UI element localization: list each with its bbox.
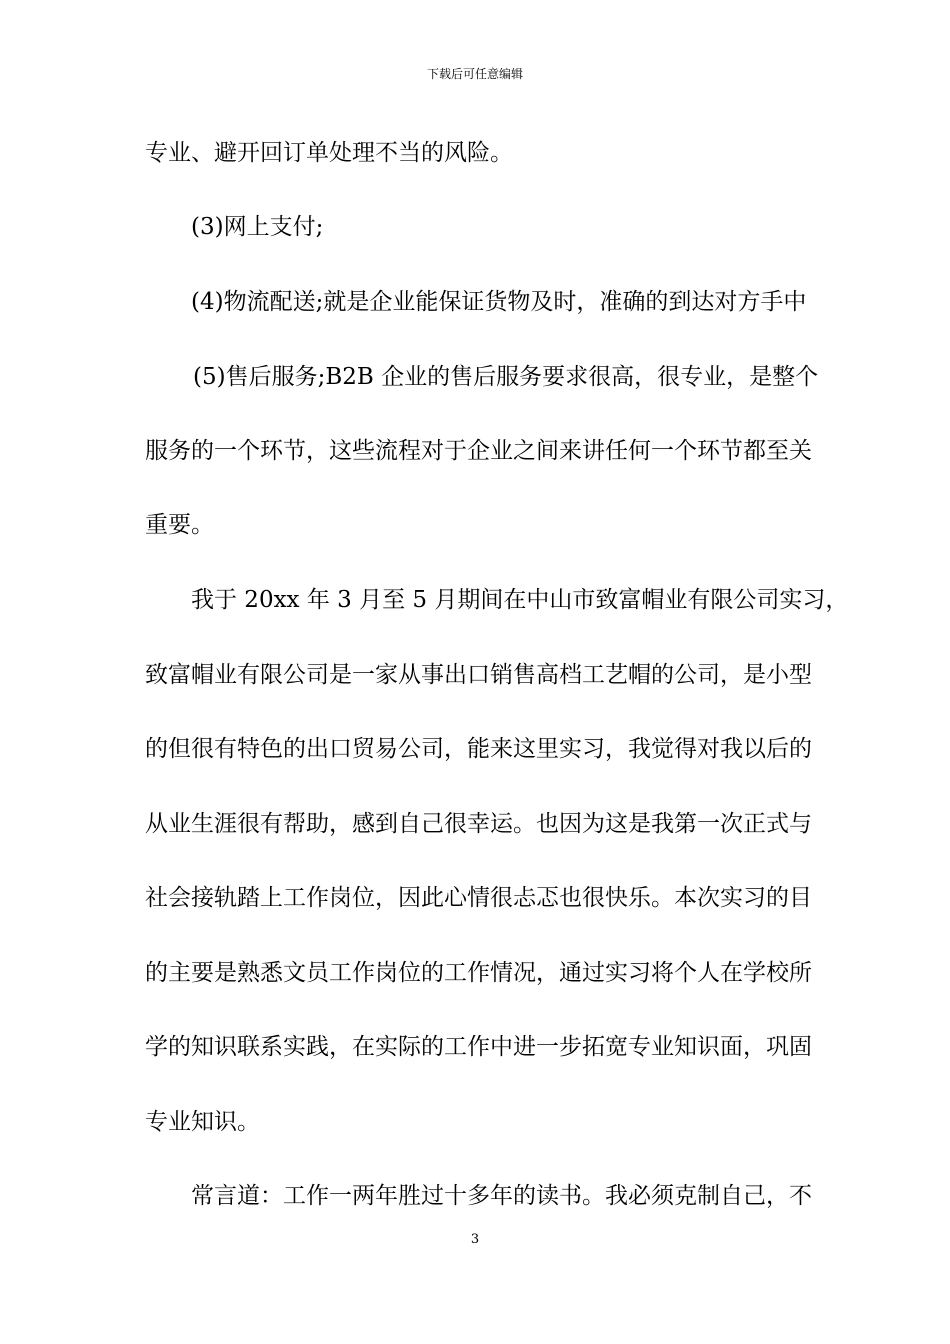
page-number: 3	[470, 1232, 480, 1247]
text-line: 我于 20xx 年 3 月至 5 月期间在中山市致富帽业有限公司实习，	[191, 587, 849, 613]
text-line: 重要。	[145, 512, 214, 538]
text-line: 专业知识。	[145, 1109, 260, 1135]
text-line: 的但很有特色的出口贸易公司，能来这里实习，我觉得对我以后的	[145, 736, 812, 762]
text-line: (4)物流配送;就是企业能保证货物及时，准确的到达对方手中	[191, 289, 807, 315]
text-line: 学的知识联系实践，在实际的工作中进一步拓宽专业知识面，巩固	[145, 1034, 812, 1060]
text-line: 常言道：工作一两年胜过十多年的读书。我必须克制自己，不	[191, 1183, 812, 1209]
text-line: 致富帽业有限公司是一家从事出口销售高档工艺帽的公司，是小型	[145, 662, 812, 688]
text-line: (3)网上支付;	[191, 214, 324, 240]
text-line: 社会接轨踏上工作岗位，因此心情很忐忑也很快乐。本次实习的目	[145, 885, 812, 911]
text-line: 专业、避开回订单处理不当的风险。	[145, 140, 513, 166]
text-line: (5)售后服务;B2B 企业的售后服务要求很高，很专业，是整个	[193, 364, 819, 390]
text-line: 服务的一个环节，这些流程对于企业之间来讲任何一个环节都至关	[145, 438, 812, 464]
page-header: 下载后可任意编辑	[426, 67, 523, 81]
text-line: 的主要是熟悉文员工作岗位的工作情况，通过实习将个人在学校所	[145, 960, 812, 986]
text-line: 从业生涯很有帮助，感到自己很幸运。也因为这是我第一次正式与	[145, 811, 812, 837]
